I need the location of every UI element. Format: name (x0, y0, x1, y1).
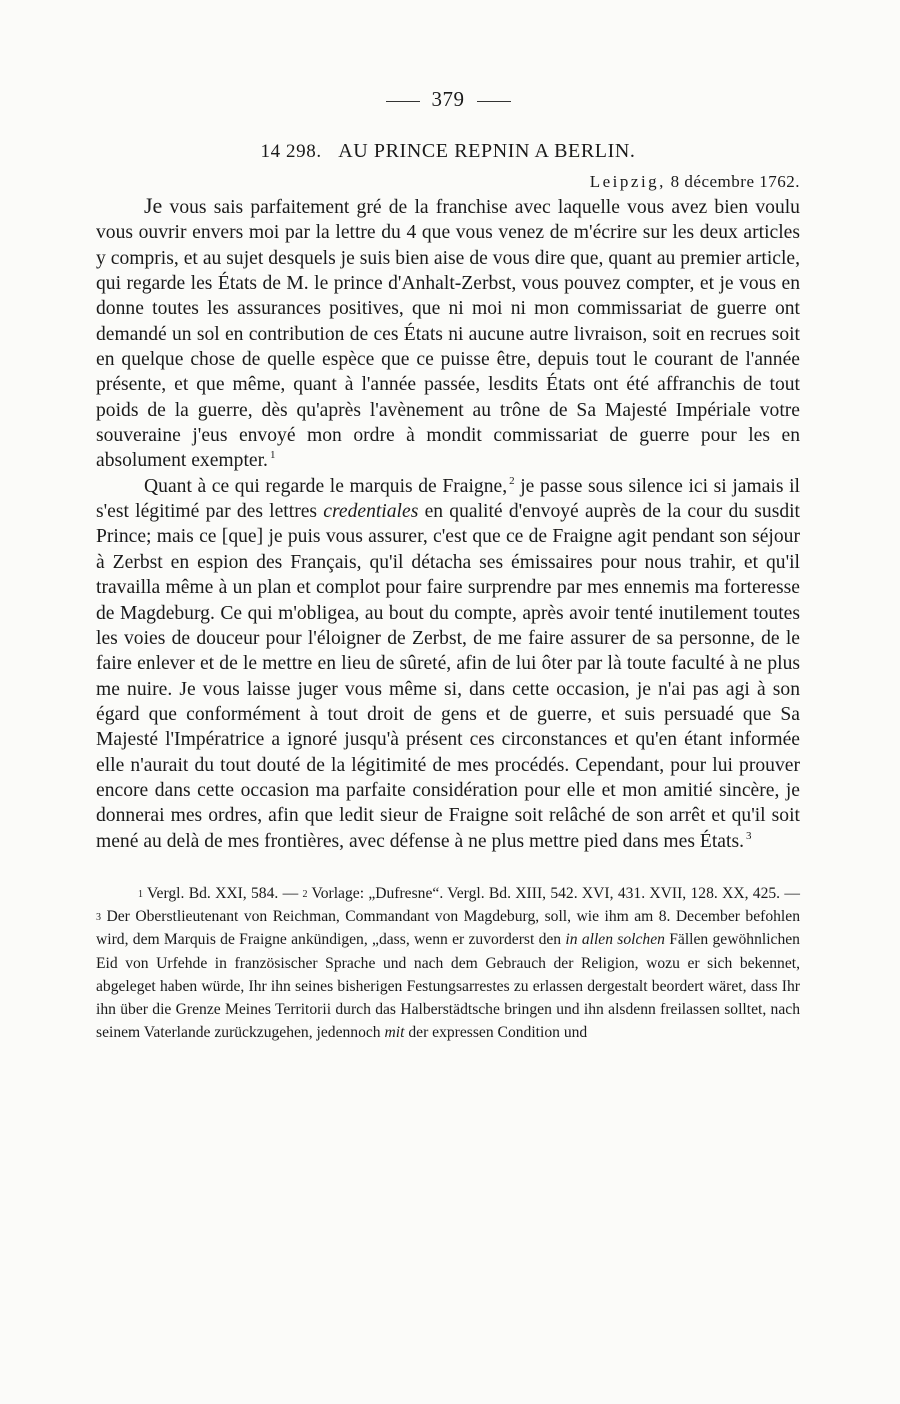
footnote-mark-3: 3 (96, 912, 101, 924)
footnote-3-c: der expressen Condition und (408, 1024, 588, 1042)
page-number: 379 (431, 87, 465, 111)
document-page (96, 84, 800, 1044)
page-number-line (96, 84, 800, 114)
footnote-3-italic-1: in allen solchen (565, 931, 665, 949)
paragraph-1-text: vous sais parfaitement gré de la franchise avec laquelle vous avez bien voulu vous ouvrir envers moi par la lettre du 4 que vous venez de m'écrire sur les deux articles y compris, et au sujet desquels je suis bien aise de vous dire que, quant au premier article, qui regarde les États de M. le prince d'Anhalt-Zerbst, vous pouvez compter, et je vous en donne toutes les assurances positives, que ni moi ni mon commissariat de guerre ont demandé un sol en contribution de ces États ni aucune autre livraison, soit en recrues soit en quelque chose de quelle espèce que ce puisse être, depuis tout le courant de l'année présente, et que même, quant à l'année passée, lesdits États ont été affranchis de tout poids de la guerre, dès qu'après l'avènement au trône de Sa Majesté Impériale votre souveraine j'eus envoyé mon ordre à mondit commissariat de guerre pour les en absolument exempter. (96, 197, 800, 472)
paragraph-2-italic: credentiales (323, 501, 419, 523)
letter-heading (96, 138, 800, 165)
paragraph-2-text-c: en qualité d'envoyé auprès de la cour du susdit Prince; mais ce [que] je puis vous assurer, c'est que ce de Fraigne agit pendant son séjour à Zerbst en espion des Français, qu'il détacha ses émissaires pour nous trahir, et qu'il travailla même à un plan et complot pour faire surprendre par mes ennemis ma forteresse de Magdeburg. Ce qui m'obligea, au bout du compte, après avoir tenté inutilement toutes les voies de douceur pour l'éloigner de Zerbst, de me faire assurer de sa personne, de le faire enlever et de le mettre en lieu de sûreté, afin de lui ôter par là toute faculté à ne plus me nuire. Je vous laisse juger vous même si, dans cette occasion, je n'ai pas agi à son égard que conformément à tout droit de gens et de guerre, et suis persuadé que Sa Majesté l'Impératrice a ignoré jusqu'à présent ces circonstances et qu'en étant informée elle n'aurait du tout douté de la légitimité de mes procédés. Cependant, pour lui prouver encore dans cette occasion ma parfaite considération pour elle et mon amitié sincère, je donnerai mes ordres, afin que ledit sieur de Fraigne soit relâché de son arrêt et qu'il soit mené au delà de mes frontières, avec défense à ne plus mettre pied dans mes États. (96, 501, 800, 852)
footnote-2: Vorlage: „Dufresne“. Vergl. Bd. XIII, 542. XVI, 431. XVII, 128. XX, 425. — (311, 884, 800, 902)
footnote-3-a: Der Oberstlieutenant von Reichman, Commandant von Magdeburg, soll, wie ihm am 8. December befohlen wird, dem Marquis de Fraigne ankündigen, „dass, wenn er zuvorderst den (96, 908, 800, 949)
right-rule (477, 101, 511, 102)
footnote-mark-2: 2 (302, 888, 308, 900)
paragraph-2 (96, 474, 800, 854)
paragraph-2-text-a: Quant à ce qui regarde le marquis de Fraigne, (144, 475, 508, 497)
footnote-1: Vergl. Bd. XXI, 584. — (147, 884, 299, 902)
dateline-place: Leipzig, (589, 172, 666, 191)
footnote-ref-1: 1 (269, 449, 276, 462)
paragraph-1 (96, 193, 800, 474)
dateline (96, 171, 800, 193)
footnote-ref-3: 3 (745, 829, 752, 842)
footnote-mark-1: 1 (138, 888, 143, 900)
dateline-date: 8 décembre 1762. (670, 172, 800, 191)
letter-title: AU PRINCE REPNIN A BERLIN. (338, 140, 636, 162)
first-word: Je (144, 193, 163, 218)
left-rule (386, 101, 420, 102)
letter-number: 14 298. (260, 141, 322, 162)
footnote-3-b: Fällen gewöhnlichen Eid von Urfehde in französischer Sprache und nach dem Gebrauch der Religion, wozu er sich bekennet, abgeleget haben würde, Ihr ihn seines bisherigen Festungsarrestes zu erlassen dergestalt beordert wäret, dass Ihr ihn über die Grenze Meines Territorii durch das Halberstädtsche bringen und ihn alsdenn freilassen solltet, nach seinem Vaterlande zurückzugehen, jedennoch (96, 931, 800, 1042)
letter-body (96, 193, 800, 854)
footnote-ref-2: 2 (509, 474, 515, 487)
footnotes (96, 882, 800, 1044)
footnote-3-italic-2: mit (384, 1024, 405, 1042)
paragraph-2-text-b: je passe sous silence ici si jamais il s'est légitimé par des lettres (96, 475, 800, 523)
